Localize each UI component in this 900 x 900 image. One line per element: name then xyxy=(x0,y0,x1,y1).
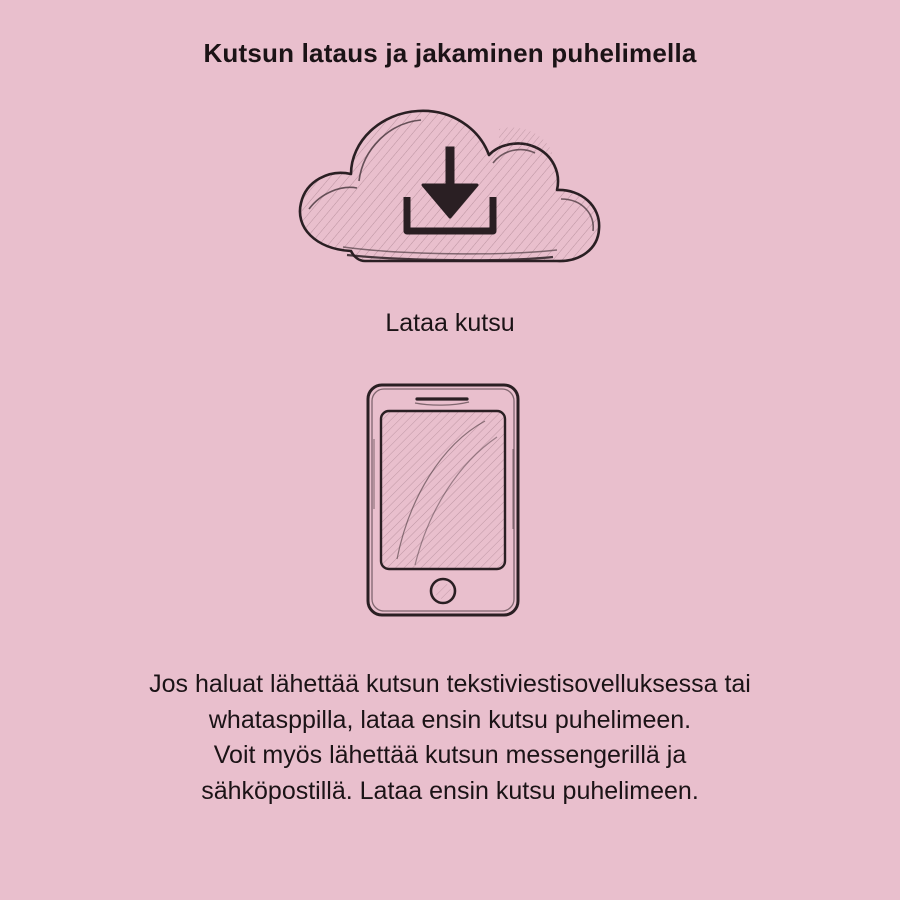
smartphone-icon xyxy=(355,379,545,623)
page-title: Kutsun lataus ja jakaminen puhelimella xyxy=(203,38,697,68)
phone-illustration xyxy=(340,378,560,623)
body-line-1: Jos haluat lähettää kutsun tekstiviestisovelluksessa tai xyxy=(149,670,751,698)
cloud-download-illustration xyxy=(285,87,615,287)
cloud-download-icon xyxy=(285,89,615,285)
body-line-2: whatasppilla, lataa ensin kutsu puhelimeen. xyxy=(208,705,692,734)
download-caption: Lataa kutsu xyxy=(385,309,515,337)
body-line-4: sähköpostillä. Lataa ensin kutsu puhelimeen. xyxy=(201,776,699,805)
body-text xyxy=(70,667,830,809)
body-line-3: Voit myös lähettää kutsun messengerillä ja xyxy=(213,741,687,769)
